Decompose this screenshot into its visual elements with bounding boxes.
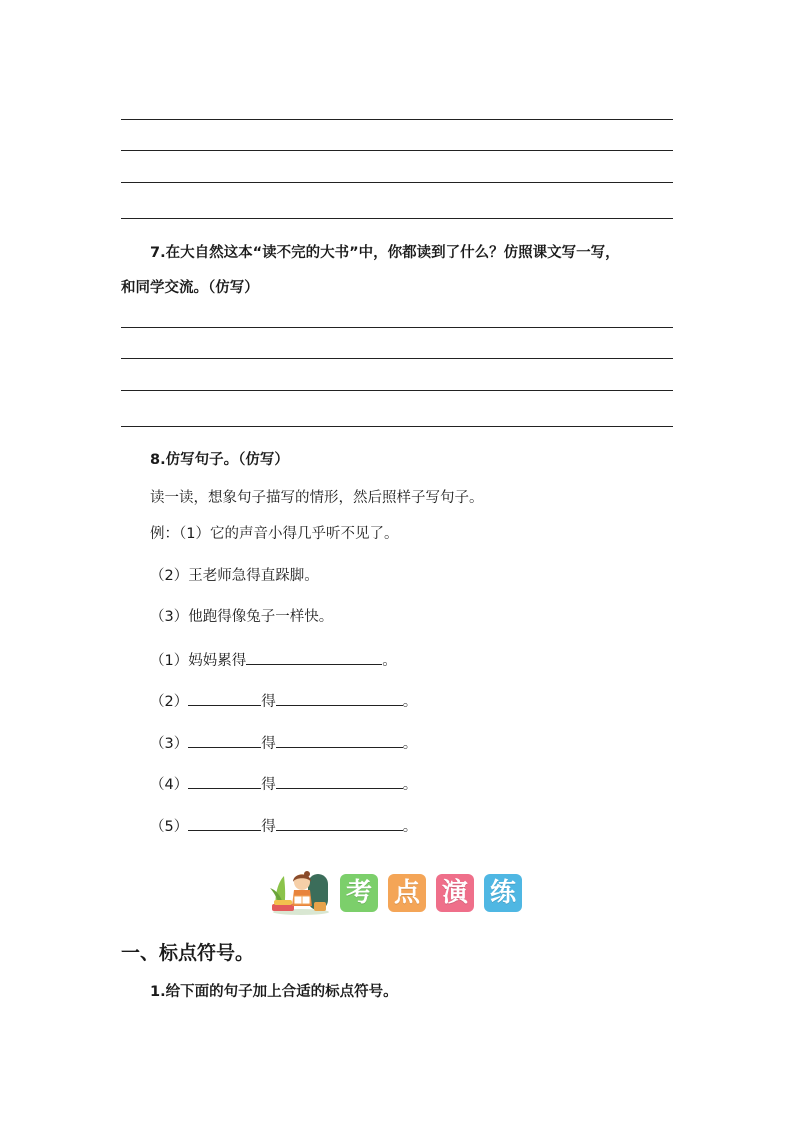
question-7-line1: 7.在大自然这本“读不完的大书”中，你都读到了什么？仿照课文写一写，	[150, 245, 620, 261]
fill-blank[interactable]	[188, 691, 261, 706]
fill-blank[interactable]	[246, 650, 382, 665]
reading-child-illustration-icon	[270, 868, 332, 916]
answer-line	[121, 150, 673, 151]
answer-line	[121, 327, 673, 328]
answer-line	[121, 218, 673, 219]
period: 。	[402, 736, 418, 752]
banner-char-yan: 演	[436, 874, 474, 912]
period: 。	[402, 777, 418, 793]
exercise-5	[150, 816, 417, 837]
fill-blank[interactable]	[276, 774, 403, 789]
fill-blank[interactable]	[276, 816, 403, 831]
fill-blank[interactable]	[276, 733, 403, 748]
de-char: 得	[261, 736, 276, 752]
practice-banner	[270, 868, 530, 916]
banner-char-kao: 考	[340, 874, 378, 912]
question-8-instruction: 读一读，想象句子描写的情形，然后照样子写句子。	[150, 490, 484, 506]
question-8-title: 8.仿写句子。（仿写）	[150, 452, 289, 468]
exercise-3	[150, 733, 417, 754]
exercise-5-number: （5）	[150, 819, 189, 835]
answer-line	[121, 390, 673, 391]
question-7-line2: 和同学交流。（仿写）	[121, 280, 259, 296]
de-char: 得	[261, 777, 276, 793]
period: 。	[402, 819, 418, 835]
example-prefix: 例：	[150, 526, 179, 542]
exercise-3-number: （3）	[150, 736, 189, 752]
fill-blank[interactable]	[188, 816, 261, 831]
example-2: （2）王老师急得直跺脚。	[150, 568, 319, 584]
period: 。	[382, 653, 397, 669]
answer-line	[121, 426, 673, 427]
answer-line	[121, 182, 673, 183]
fill-blank[interactable]	[188, 774, 261, 789]
answer-line	[121, 119, 673, 120]
exercise-2-number: （2）	[150, 694, 189, 710]
de-char: 得	[261, 819, 276, 835]
example-3: （3）他跑得像兔子一样快。	[150, 609, 334, 625]
example-1	[150, 524, 398, 544]
exercise-2	[150, 691, 417, 712]
fill-blank[interactable]	[276, 691, 403, 706]
section-question-1: 1.给下面的句子加上合适的标点符号。	[150, 984, 398, 1000]
exercise-1-number: （1）	[150, 653, 189, 669]
example-1-text: （1）它的声音小得几乎听不见了。	[179, 526, 399, 542]
de-char: 得	[261, 694, 276, 710]
section-heading: 一、标点符号。	[121, 942, 255, 964]
period: 。	[402, 694, 418, 710]
answer-line	[121, 358, 673, 359]
exercise-4	[150, 774, 417, 795]
exercise-1	[150, 650, 397, 671]
fill-blank[interactable]	[188, 733, 261, 748]
exercise-1-text: 妈妈累得	[188, 653, 247, 669]
exercise-4-number: （4）	[150, 777, 189, 793]
banner-char-dian: 点	[388, 874, 426, 912]
banner-char-lian: 练	[484, 874, 522, 912]
